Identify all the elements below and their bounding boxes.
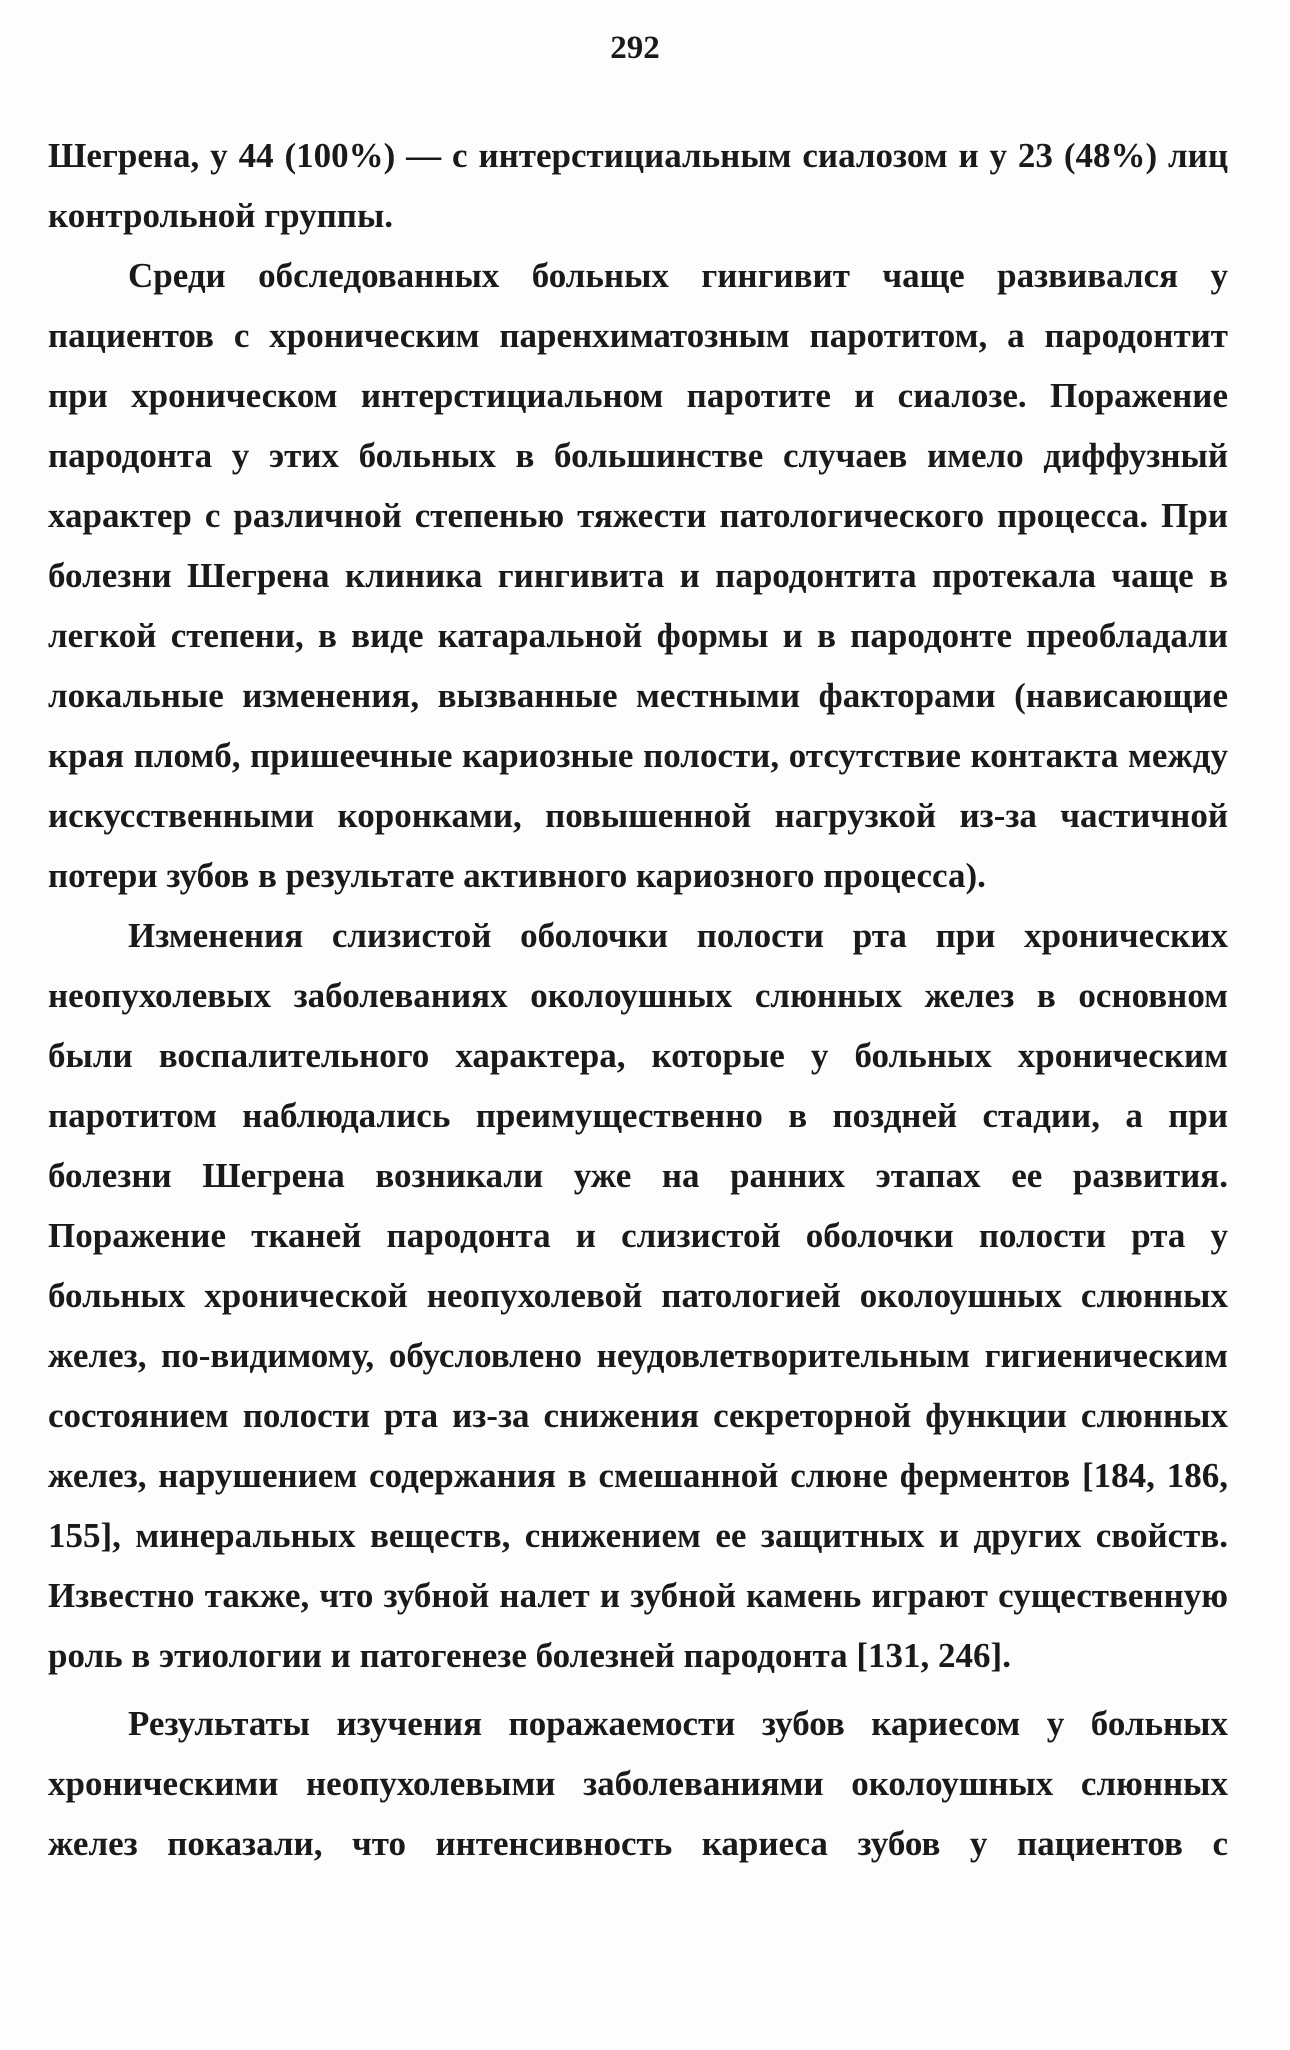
text-line: Результаты изучения поражаемости зубов кариесом у больных bbox=[128, 1704, 1228, 1743]
text-line: 155], минеральных веществ, снижением ее защитных и других свойств. bbox=[48, 1516, 1228, 1555]
paragraph-3 bbox=[48, 906, 1228, 1686]
text-line: характер с различной степенью тяжести патологического процесса. При bbox=[48, 496, 1228, 535]
body-text bbox=[48, 126, 1228, 1874]
text-line: Изменения слизистой оболочки полости рта при хронических bbox=[128, 916, 1228, 955]
text-line: Шегрена, у 44 (100%) — с интерстициальным сиалозом и у 23 (48%) лиц bbox=[48, 136, 1228, 175]
text-line: хроническими неопухолевыми заболеваниями околоушных слюнных bbox=[48, 1764, 1228, 1803]
text-line: Среди обследованных больных гингивит чаще развивался у bbox=[128, 256, 1228, 295]
text-line: больных хронической неопухолевой патологией околоушных слюнных bbox=[48, 1276, 1228, 1315]
text-line: желез, нарушением содержания в смешанной слюне ферментов [184, 186, bbox=[48, 1456, 1228, 1495]
text-line: Поражение тканей пародонта и слизистой оболочки полости рта у bbox=[48, 1216, 1228, 1255]
page-number: 292 bbox=[610, 30, 660, 66]
text-line: контрольной группы. bbox=[48, 196, 394, 235]
text-line: пародонта у этих больных в большинстве случаев имело диффузный bbox=[48, 436, 1228, 475]
text-line: пациентов с хроническим паренхиматозным паротитом, а пародонтит bbox=[48, 316, 1228, 355]
text-line: состоянием полости рта из-за снижения секреторной функции слюнных bbox=[48, 1396, 1228, 1435]
text-line: болезни Шегрена клиника гингивита и пародонтита протекала чаще в bbox=[48, 556, 1228, 595]
text-line: искусственными коронками, повышенной нагрузкой из-за частичной bbox=[48, 796, 1228, 835]
text-line: легкой степени, в виде катаральной формы и в пародонте преобладали bbox=[48, 616, 1228, 655]
text-line: края пломб, пришеечные кариозные полости, отсутствие контакта между bbox=[48, 736, 1228, 775]
text-line: при хроническом интерстициальном паротите и сиалозе. Поражение bbox=[48, 376, 1228, 415]
text-line: желез показали, что интенсивность кариеса зубов у пациентов с bbox=[48, 1824, 1228, 1863]
text-line: локальные изменения, вызванные местными факторами (нависающие bbox=[48, 676, 1228, 715]
paragraph-1 bbox=[48, 126, 1228, 246]
text-line: паротитом наблюдались преимущественно в поздней стадии, а при bbox=[48, 1096, 1228, 1135]
text-line: болезни Шегрена возникали уже на ранних этапах ее развития. bbox=[48, 1156, 1228, 1195]
paragraph-2 bbox=[48, 246, 1228, 906]
text-line: роль в этиологии и патогенезе болезней пародонта [131, 246]. bbox=[48, 1636, 1011, 1675]
paragraph-4 bbox=[48, 1694, 1228, 1874]
text-line: Известно также, что зубной налет и зубной камень играют существенную bbox=[48, 1576, 1228, 1615]
text-line: желез, по-видимому, обусловлено неудовлетворительным гигиеническим bbox=[48, 1336, 1228, 1375]
text-line: потери зубов в результате активного кариозного процесса). bbox=[48, 856, 986, 895]
text-line: были воспалительного характера, которые у больных хроническим bbox=[48, 1036, 1228, 1075]
text-line: неопухолевых заболеваниях околоушных слюнных желез в основном bbox=[48, 976, 1228, 1015]
